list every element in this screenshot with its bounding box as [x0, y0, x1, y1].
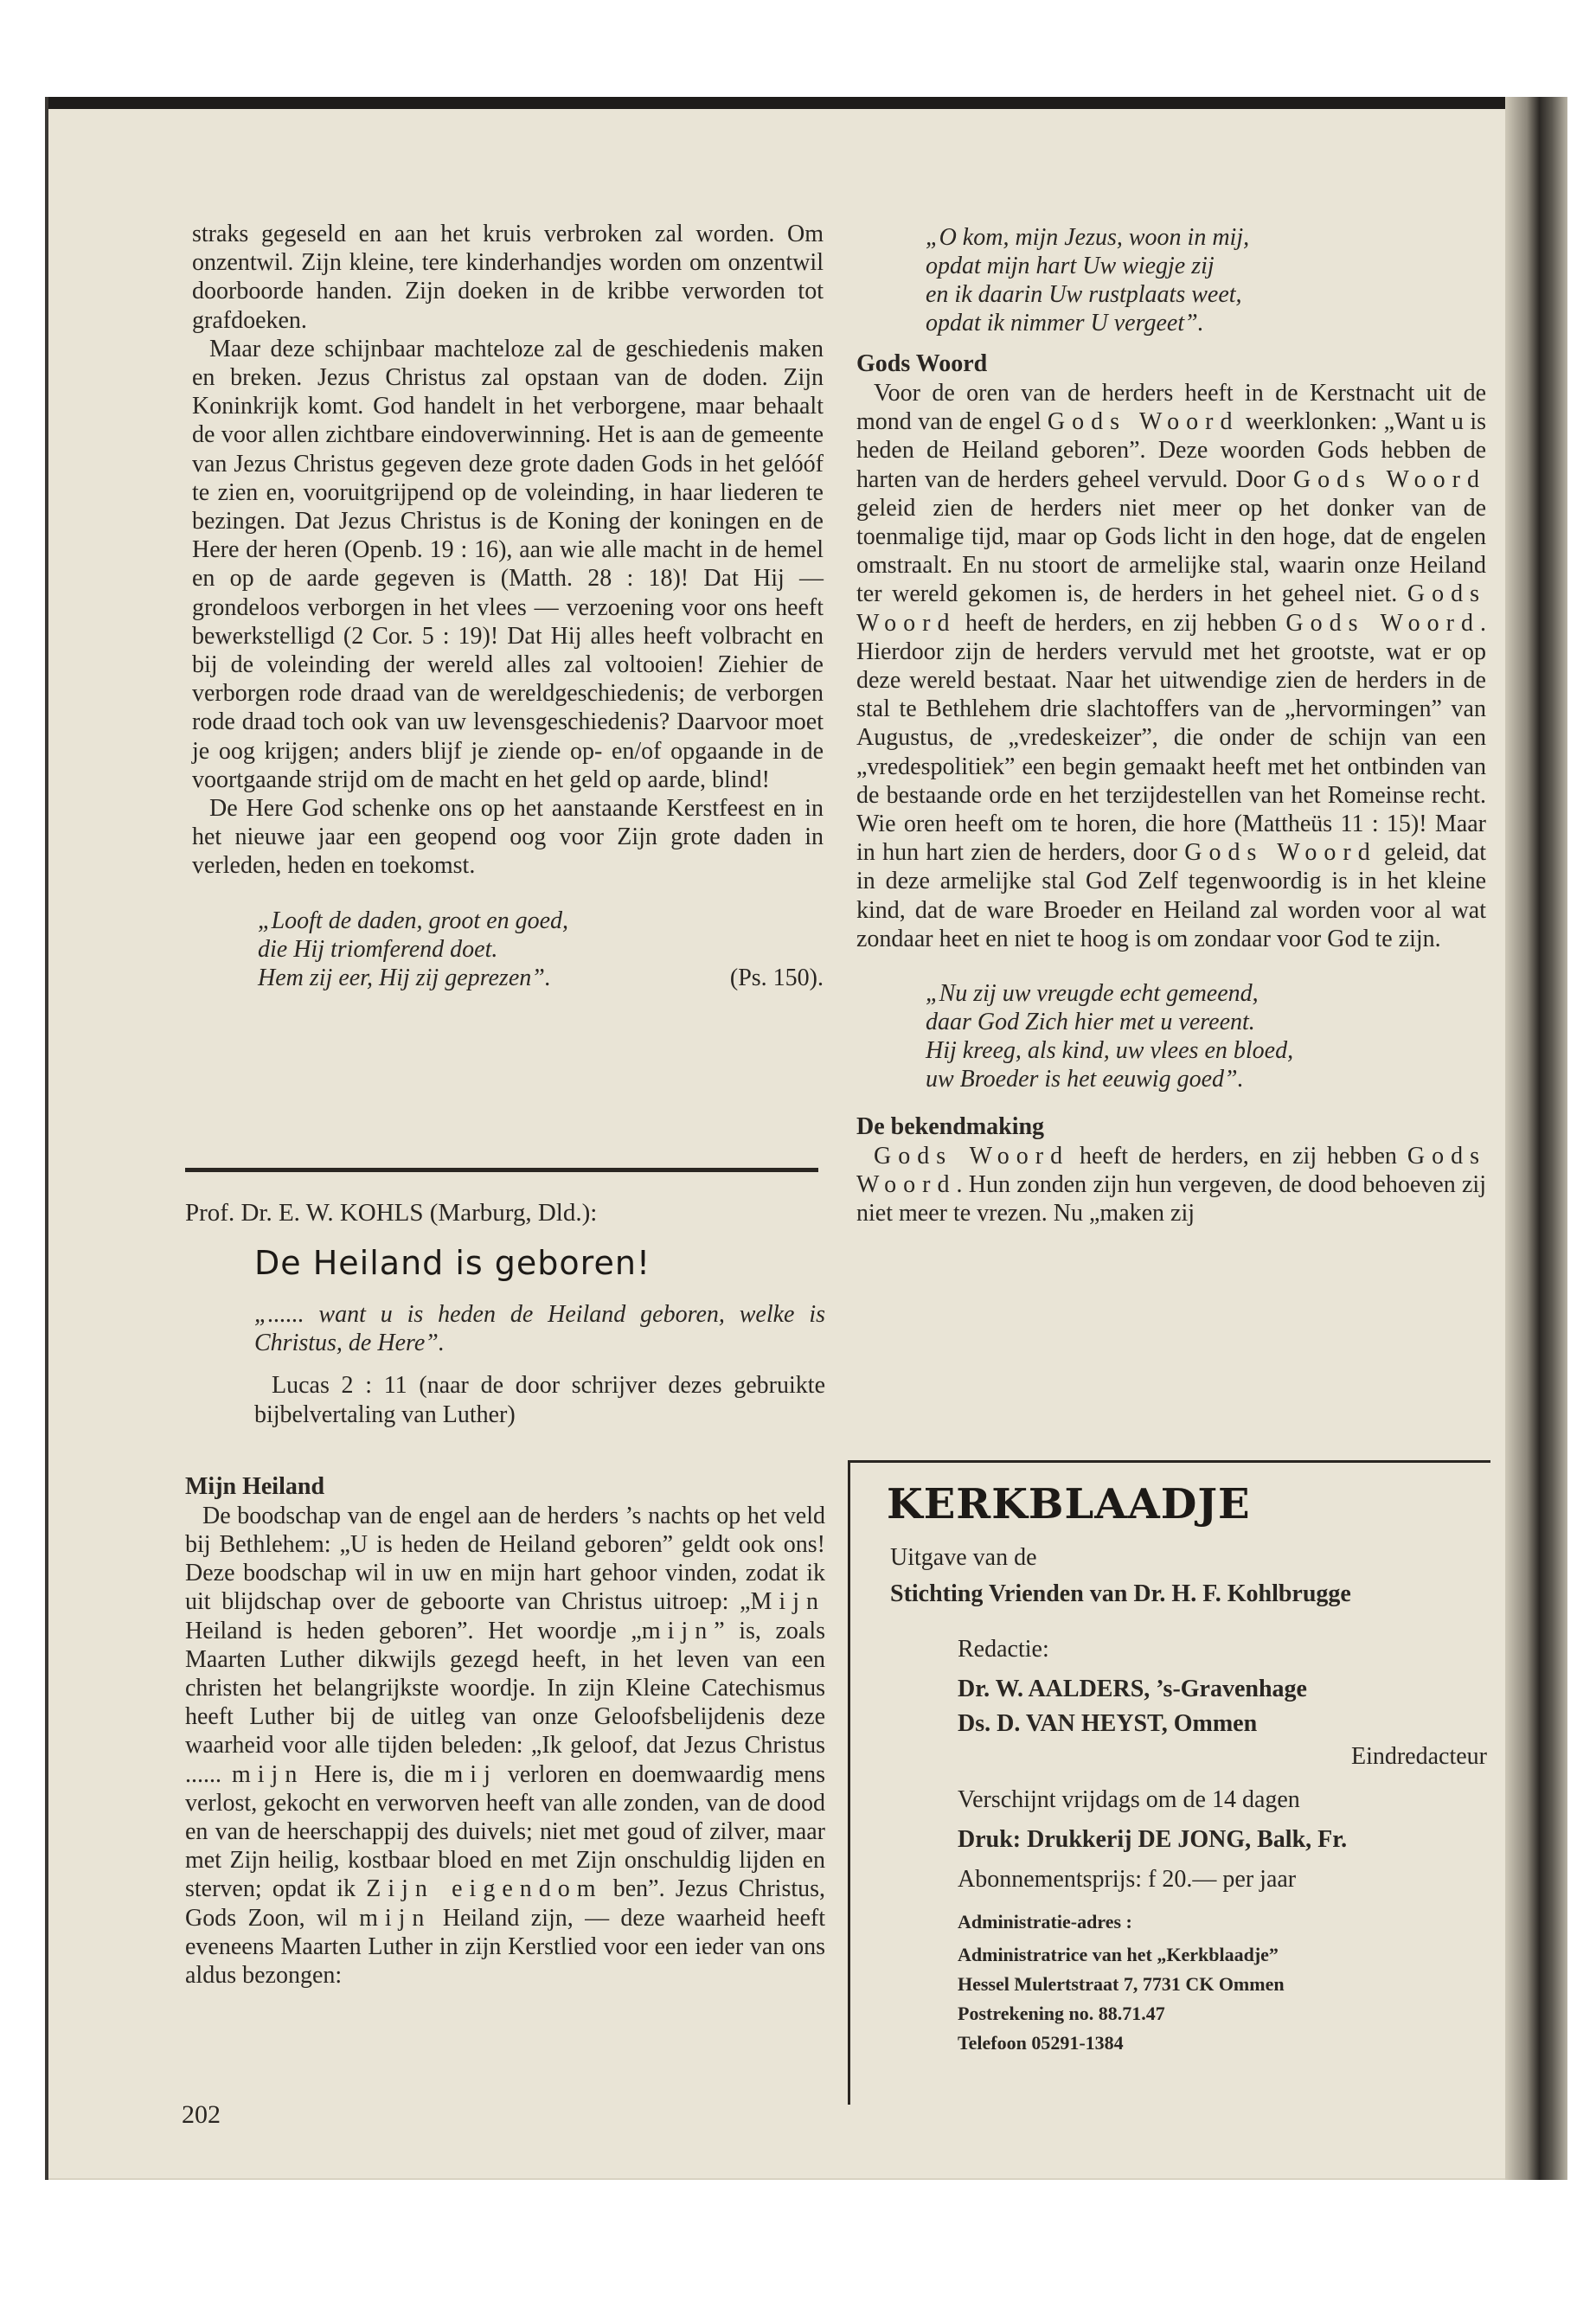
- editor-1: Dr. W. AALDERS, ’s-Gravenhage: [958, 1676, 1307, 1702]
- poem-line: Hem zij eer, Hij zij geprezen”.: [258, 964, 551, 991]
- paragraph-1: straks gegeseld en aan het kruis verbroken zal worden. Om onzentwil. Zijn kleine, tere kinderhandjes worden om onzentwil doorboorde handen. Zijn doeken in de kribbe verworden tot grafdoeken.: [192, 221, 824, 334]
- spaced-emphasis: Gods Woord: [874, 1143, 1070, 1170]
- text-run: heeft de herders, en zij hebben: [1069, 1143, 1407, 1170]
- text-run: De boodschap van de engel aan de herders ’s nachts op het veld bij Bethlehem: „U is heden de Heiland geboren” geldt ook ons! Deze boodschap wil in uw en mijn hart gehoor vinden, zodat ik uit blijdschap over de geboorte van Christus uitroep: „: [185, 1502, 825, 1616]
- admin-line-4: Telefoon 05291-1384: [958, 2032, 1124, 2054]
- admin-line-1: Administratrice van het „Kerkblaadje”: [958, 1944, 1279, 1965]
- left-column-article: [185, 1198, 825, 1990]
- poem-line: die Hij triomferend doet.: [258, 935, 498, 963]
- article-title: De Heiland is geboren!: [254, 1244, 651, 1282]
- spaced-emphasis: mij: [444, 1760, 497, 1788]
- spaced-emphasis: Gods Woord: [1047, 408, 1240, 436]
- poem-line: en ik daarin Uw rustplaats weet,: [926, 281, 1242, 308]
- spaced-emphasis: Gods Woord: [1292, 465, 1486, 493]
- poem-line: opdat ik nimmer U vergeet”.: [926, 310, 1204, 336]
- poem-line: uw Broeder is het eeuwig goed”.: [926, 1066, 1244, 1093]
- subscription-price: Abonnementsprijs: f 20.— per jaar: [958, 1866, 1297, 1893]
- admin-label: Administratie-adres :: [958, 1911, 1132, 1932]
- page-top-edge: [45, 97, 1567, 109]
- colophon-box: [848, 1460, 1490, 2105]
- admin-line-2: Hessel Mulertstraat 7, 7731 CK Ommen: [958, 1973, 1285, 1995]
- paragraph-3: De Here God schenke ons op het aanstaande Kerstfeest en in het nieuwe jaar een geopend oog voor Zijn grote daden in verleden, heden en toekomst.: [192, 795, 824, 880]
- publisher-prefix: Uitgave van de: [890, 1544, 1037, 1571]
- text-run: weerklonken: „Want u is heden de Heiland geboren”. Deze woorden Gods hebben de harten van de herders geheel vervuld. Door: [856, 408, 1486, 493]
- editor-2: Ds. D. VAN HEYST, Ommen: [958, 1710, 1258, 1737]
- text-run: Heiland is heden geboren”. Het woordje „: [185, 1617, 642, 1644]
- text-run: ” is, zoals Maarten Luther dikwijls gezegd heeft, in het leven van een christen het belangrijkste woordje. In zijn Kleine Catechismus heeft Luther bij de uitleg van onze Geloofsbelijdenis deze waarheid voor alle tijden beleden: „Ik geloof, dat Jezus Christus ......: [185, 1617, 825, 1788]
- spaced-emphasis: Gods Woord: [1184, 839, 1377, 867]
- spaced-emphasis: Gods Woord: [1285, 609, 1481, 637]
- spaced-emphasis: mijn: [641, 1617, 715, 1644]
- page-left-edge: [45, 97, 48, 2180]
- section-divider: [185, 1168, 818, 1172]
- editor-role: Eindredacteur: [1350, 1743, 1487, 1770]
- printer-info: Druk: Drukkerij DE JONG, Balk, Fr.: [958, 1826, 1348, 1853]
- poem-line: „O kom, mijn Jezus, woon in mij,: [926, 224, 1250, 251]
- poem-line: daar God Zich hier met u vereent.: [926, 1009, 1255, 1036]
- spaced-emphasis: mijn: [359, 1904, 432, 1932]
- text-run: verloren en doemwaardig mens verlost, gekocht en verworven heeft van alle zonden, van de dood en van de heerschappij des duivels; niet met goud of zilver, maar met Zijn heilig, kostbaar bloed en met Zijn onschuldig lijden en sterven; opdat ik: [185, 1760, 825, 1903]
- paragraph-2: Maar deze schijnbaar machteloze zal de geschiedenis maken en breken. Jezus Christus zal opstaan van de doden. Zijn Koninkrijk komt. God handelt in het verborgene, maar behaalt de voor allen zichtbare eindoverwinning. Het is aan de gemeente van Jezus Christus gegeven deze grote daden Gods in het gelóóf te zien en, vooruitgrijpend op de voleinding, in haar liederen te bezingen. Dat Jezus Christus is de Koning der koningen en de Here der heren (Openb. 19 : 16), aan wie alle macht in de hemel en op de aarde gegeven is (Matth. 28 : 18)! Dat Hij — grondeloos verborgen in het vlees — verzoening voor ons heeft bewerkstelligd (2 Cor. 5 : 19)! Dat Hij alles heeft volbracht en bij de voleinding der wereld alles zal voltooien! Ziehier de verborgen rode draad van de wereldgeschiedenis; de verborgen rode draad toch ook van uw levensgeschiedenis? Daarvoor moet je oog krijgen; anders blijf je ziende op- en/of opgaande in de voortgaande strijd om de macht en het geld op aarde, blind!: [192, 335, 824, 793]
- publication-frequency: Verschijnt vrijdags om de 14 dagen: [958, 1786, 1300, 1813]
- spaced-emphasis: mijn: [231, 1760, 304, 1788]
- text-run: heeft de herders, en zij hebben: [956, 609, 1286, 637]
- luther-hymn: [926, 223, 1486, 337]
- section-heading-mijn-heiland: Mijn Heiland: [185, 1472, 325, 1500]
- christmas-hymn: [926, 979, 1486, 1093]
- epigraph-note: Lucas 2 : 11 (naar de door schrijver dezes gebruikte bijbelvertaling van Luther): [254, 1372, 825, 1428]
- section-heading-gods-woord: Gods Woord: [856, 350, 988, 377]
- text-run: Heiland zijn, — deze waarheid heeft eveneens Maarten Luther in zijn Kerstlied voor een ieder van ons aldus bezongen:: [185, 1904, 825, 1990]
- psalm-reference: (Ps. 150).: [729, 964, 824, 991]
- publisher-name: Stichting Vrienden van Dr. H. F. Kohlbrugge: [890, 1580, 1351, 1607]
- text-run: ben”. Jezus Christus, Gods Zoon, wil: [185, 1875, 826, 1932]
- section-body-bekendmaking: [856, 1142, 1486, 1228]
- poem-line: „Looft de daden, groot en goed,: [258, 907, 569, 934]
- poem-line: opdat mijn hart Uw wiegje zij: [926, 253, 1215, 279]
- text-run: geleid zien de herders niet meer op het donker van de toenmalige tijd, maar op Gods licht in den hoge, dat de engelen omstraalt. En nu stoort de armelijke stal, waarin onze Heiland ter wereld gekomen is, de herders in het geheel niet.: [856, 494, 1486, 608]
- spaced-emphasis: Gods Woord: [856, 1143, 1487, 1199]
- page-number: 202: [182, 2100, 221, 2129]
- section-body-gods-woord: [856, 379, 1486, 953]
- text-run: geleid, dat in deze armelijke stal God Zelf tegenwoordig is in het kleine kind, dat de ware Broeder en Heiland zal worden voor al wat zondaar heet en niet te hoog is om zondaar voor God te zijn.: [856, 839, 1486, 952]
- text-run: . Hun zonden zijn hun vergeven, de dood behoeven zij niet meer te vrezen. Nu „maken zij: [856, 1171, 1486, 1227]
- section-body-mijn-heiland: [185, 1502, 825, 1990]
- right-column: [856, 223, 1486, 1228]
- text-run: . Hierdoor zijn de herders vervuld met het grootste, wat er op deze wereld bestaat. Naar het uitwendige zien de herders in de stal te Bethlehem drie slachtoffers van de „hervormingen” van Augustus, de „vredeskeizer”, die onder de schijn van een „vredespolitiek” een begin gemaakt heeft met het ontbinden van de bestaande orde en het terzijdestellen van het Romeinse recht. Wie oren heeft om te horen, die hore (Mattheüs 11 : 15)! Maar in hun hart zien de herders, door: [856, 609, 1487, 867]
- poem-line: Hij kreeg, als kind, uw vlees en bloed,: [926, 1037, 1294, 1065]
- article-author: Prof. Dr. E. W. KOHLS (Marburg, Dld.):: [185, 1199, 598, 1227]
- poem-line: „Nu zij uw vreugde echt gemeend,: [926, 980, 1259, 1008]
- left-column: [192, 220, 824, 992]
- book-spine: [1505, 97, 1567, 2180]
- section-heading-bekendmaking: De bekendmaking: [856, 1113, 1045, 1141]
- psalm-poem: [258, 907, 824, 992]
- text-run: Voor de oren van de herders heeft in de Kerstnacht uit de mond van de engel: [856, 380, 1486, 436]
- spaced-emphasis: Gods Woord: [856, 580, 1486, 637]
- publication-title: KERKBLAADJE: [887, 1480, 1251, 1529]
- spaced-emphasis: Mijn: [750, 1588, 825, 1616]
- editorial-label: Redactie:: [958, 1636, 1049, 1663]
- spaced-emphasis: Zijn eigendom: [366, 1875, 603, 1903]
- admin-line-3: Postrekening no. 88.71.47: [958, 2003, 1165, 2024]
- text-run: Here is, die: [304, 1760, 445, 1788]
- epigraph: „...... want u is heden de Heiland geboren, welke is Christus, de Here”.: [254, 1301, 825, 1357]
